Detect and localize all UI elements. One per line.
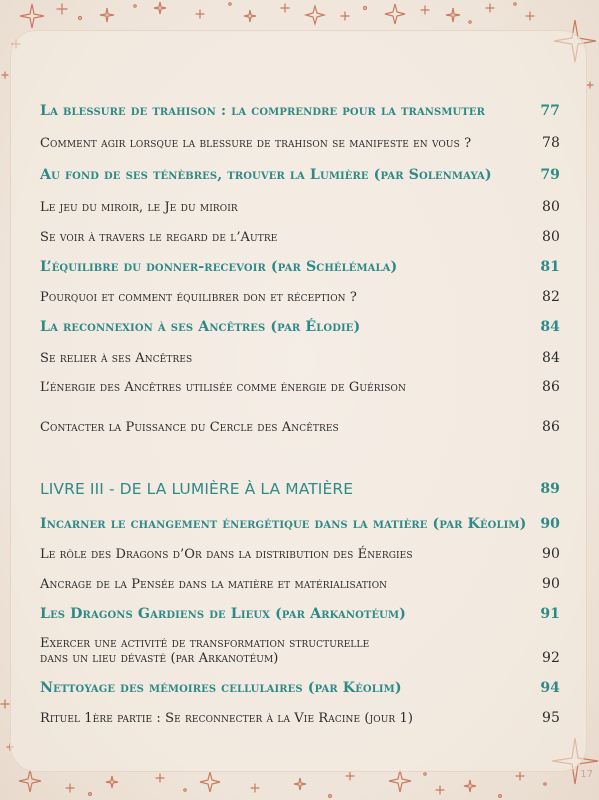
sparkle-icon: [294, 778, 306, 790]
page-number: 90: [541, 546, 560, 562]
sparkle-icon: [100, 8, 114, 22]
sparkle-icon: [19, 770, 41, 792]
sparkle-icon: [446, 8, 460, 22]
page-number: 86: [541, 419, 560, 435]
sparkle-icon: [464, 780, 476, 792]
toc-entry[interactable]: Contacter la Puissance du Cercle des Ancêtres 86: [40, 419, 560, 435]
sparkle-icon: [20, 4, 44, 28]
toc-entry[interactable]: Le jeu du miroir, le Je du miroir 80: [40, 199, 560, 215]
sparkle-icon: [244, 10, 256, 22]
page-number: 78: [541, 135, 560, 151]
corner-page-number: 17: [580, 769, 593, 780]
sparkle-icon: [106, 776, 118, 788]
toc-heading[interactable]: Nettoyage des mémoires cellulaires (par Kéolim) 94: [40, 680, 560, 696]
toc-entry-line: Exercer une activité de transformation structurelle: [40, 636, 370, 651]
toc-section-title[interactable]: LIVRE III - DE LA LUMIÈRE À LA MATIÈRE 89: [40, 480, 560, 498]
toc-entry[interactable]: Ancrage de la Pensée dans la matière et matérialisation 90: [40, 576, 560, 592]
toc-entry[interactable]: Se voir à travers le regard de l’Autre 80: [40, 229, 560, 245]
sparkle-icon: [306, 6, 324, 24]
toc-heading[interactable]: La blessure de trahison : la comprendre pour la transmuter 77: [40, 103, 560, 119]
toc-heading[interactable]: Incarner le changement énergétique dans la matière (par Kéolim) 90: [40, 516, 560, 532]
toc-entry[interactable]: L’énergie des Ancêtres utilisée comme énergie de Guérison 86: [40, 379, 560, 395]
page-number: 79: [540, 167, 560, 183]
page-number: 84: [541, 350, 560, 366]
sparkle-icon: [200, 772, 220, 792]
toc-entry[interactable]: [40, 636, 560, 666]
toc-heading[interactable]: L’équilibre du donner-recevoir (par Schélémala) 81: [40, 259, 560, 275]
page-number: 91: [540, 606, 560, 622]
sparkle-icon: [389, 770, 411, 792]
page-number: 82: [541, 289, 560, 305]
toc-entry[interactable]: Comment agir lorsque la blessure de trahison se manifeste en vous ? 78: [40, 135, 560, 151]
page-number: 80: [541, 229, 560, 245]
page-number: 84: [540, 319, 560, 335]
toc-heading[interactable]: La reconnexion à ses Ancêtres (par Élodie) 84: [40, 319, 560, 335]
page-number: 92: [541, 650, 560, 666]
toc-entry[interactable]: Se relier à ses Ancêtres 84: [40, 350, 560, 366]
page-number: 81: [540, 259, 560, 275]
page-number: 77: [540, 103, 560, 119]
page-number: 90: [541, 576, 560, 592]
toc-heading[interactable]: Les Dragons Gardiens de Lieux (par Arkanotéum) 91: [40, 606, 560, 622]
toc-entry[interactable]: Le rôle des Dragons d’Or dans la distribution des Énergies 90: [40, 546, 560, 562]
page-number: 80: [541, 199, 560, 215]
page-number: 89: [540, 481, 560, 497]
toc-entry[interactable]: Pourquoi et comment équilibrer don et réception ? 82: [40, 289, 560, 305]
table-of-contents: [40, 103, 560, 726]
page-number: 95: [541, 710, 560, 726]
page-number: 94: [540, 680, 560, 696]
page-number: 90: [540, 516, 560, 532]
toc-entry-line: dans un lieu dévasté (par Arkanotéum): [40, 651, 279, 666]
sparkle-icon: [385, 4, 405, 24]
page-number: 86: [541, 379, 560, 395]
sparkle-icon: [154, 2, 166, 14]
toc-heading[interactable]: Au fond de ses ténèbres, trouver la Lumière (par Solenmaya) 79: [40, 167, 560, 183]
toc-entry[interactable]: Rituel 1ère partie : Se reconnecter à la Vie Racine (jour 1) 95: [40, 710, 560, 726]
